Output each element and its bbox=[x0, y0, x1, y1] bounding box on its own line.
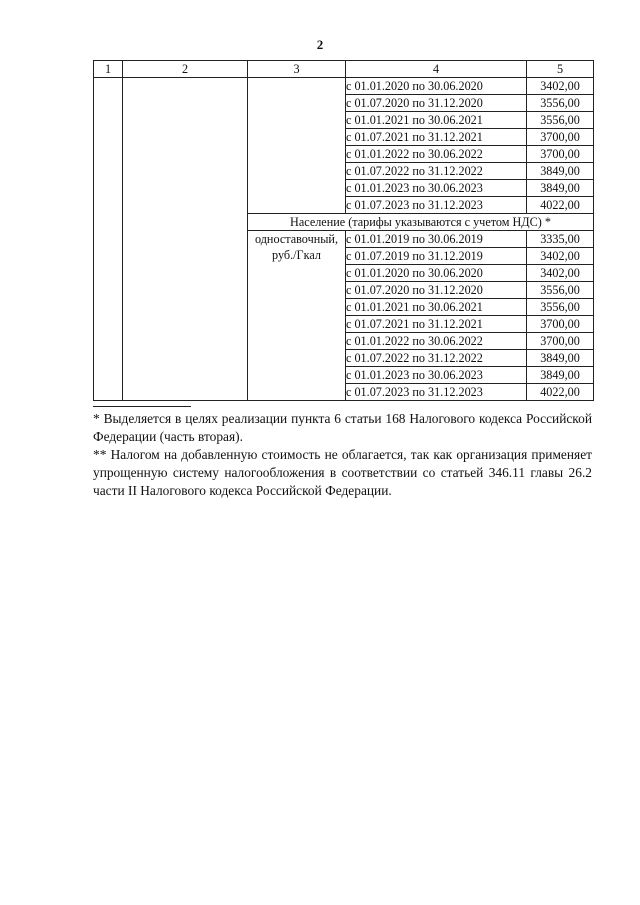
column-header-3: 3 bbox=[248, 61, 346, 78]
period-cell: с 01.01.2023 по 30.06.2023 bbox=[346, 180, 527, 197]
period-cell: с 01.07.2020 по 31.12.2020 bbox=[346, 95, 527, 112]
price-cell: 3700,00 bbox=[527, 146, 594, 163]
period-cell: с 01.01.2022 по 30.06.2022 bbox=[346, 146, 527, 163]
period-cell: с 01.07.2020 по 31.12.2020 bbox=[346, 282, 527, 299]
period-cell: с 01.07.2023 по 31.12.2023 bbox=[346, 384, 527, 401]
price-cell: 3849,00 bbox=[527, 180, 594, 197]
price-cell: 3402,00 bbox=[527, 248, 594, 265]
column-header-2: 2 bbox=[123, 61, 248, 78]
price-cell: 3556,00 bbox=[527, 299, 594, 316]
price-cell: 4022,00 bbox=[527, 384, 594, 401]
period-cell: с 01.07.2022 по 31.12.2022 bbox=[346, 350, 527, 367]
table-header-row bbox=[94, 61, 594, 78]
price-cell: 3402,00 bbox=[527, 78, 594, 95]
section-title: Население (тарифы указываются с учетом НДС) * bbox=[248, 214, 594, 231]
price-cell: 3402,00 bbox=[527, 265, 594, 282]
price-cell: 3556,00 bbox=[527, 95, 594, 112]
footnote-vat-exempt: ** Налогом на добавленную стоимость не облагается, так как организация применяет упрощенную систему налогообложения в соответствии со статьей 346.11 главы 26.2 части II Налогового кодекса Российской Федерации. bbox=[93, 447, 592, 498]
price-cell: 3556,00 bbox=[527, 112, 594, 129]
period-cell: с 01.01.2019 по 30.06.2019 bbox=[346, 231, 527, 248]
page-number: 2 bbox=[316, 37, 324, 52]
footnote-vat-allocation: * Выделяется в целях реализации пункта 6 статьи 168 Налогового кодекса Российской Федерации (часть вторая). bbox=[93, 411, 592, 444]
period-cell: с 01.01.2020 по 30.06.2020 bbox=[346, 78, 527, 95]
period-cell: с 01.07.2023 по 31.12.2023 bbox=[346, 197, 527, 214]
footnote-divider bbox=[93, 406, 191, 407]
unit-label: одноставочный, руб./Гкал bbox=[248, 231, 346, 401]
period-cell: с 01.07.2021 по 31.12.2021 bbox=[346, 129, 527, 146]
period-cell: с 01.07.2021 по 31.12.2021 bbox=[346, 316, 527, 333]
period-cell: с 01.01.2022 по 30.06.2022 bbox=[346, 333, 527, 350]
price-cell: 4022,00 bbox=[527, 197, 594, 214]
cell-col2 bbox=[123, 78, 248, 401]
price-cell: 3556,00 bbox=[527, 282, 594, 299]
tariff-table bbox=[93, 60, 594, 401]
period-cell: с 01.07.2019 по 31.12.2019 bbox=[346, 248, 527, 265]
price-cell: 3849,00 bbox=[527, 367, 594, 384]
price-cell: 3700,00 bbox=[527, 129, 594, 146]
price-cell: 3700,00 bbox=[527, 333, 594, 350]
cell-col1 bbox=[94, 78, 123, 401]
price-cell: 3335,00 bbox=[527, 231, 594, 248]
column-header-4: 4 bbox=[346, 61, 527, 78]
column-header-1: 1 bbox=[94, 61, 123, 78]
period-cell: с 01.01.2023 по 30.06.2023 bbox=[346, 367, 527, 384]
footnotes bbox=[93, 406, 592, 500]
period-cell: с 01.01.2021 по 30.06.2021 bbox=[346, 112, 527, 129]
cell-col3 bbox=[248, 78, 346, 214]
price-cell: 3700,00 bbox=[527, 316, 594, 333]
period-cell: с 01.07.2022 по 31.12.2022 bbox=[346, 163, 527, 180]
table-row bbox=[94, 78, 594, 95]
column-header-5: 5 bbox=[527, 61, 594, 78]
price-cell: 3849,00 bbox=[527, 350, 594, 367]
price-cell: 3849,00 bbox=[527, 163, 594, 180]
period-cell: с 01.01.2020 по 30.06.2020 bbox=[346, 265, 527, 282]
period-cell: с 01.01.2021 по 30.06.2021 bbox=[346, 299, 527, 316]
